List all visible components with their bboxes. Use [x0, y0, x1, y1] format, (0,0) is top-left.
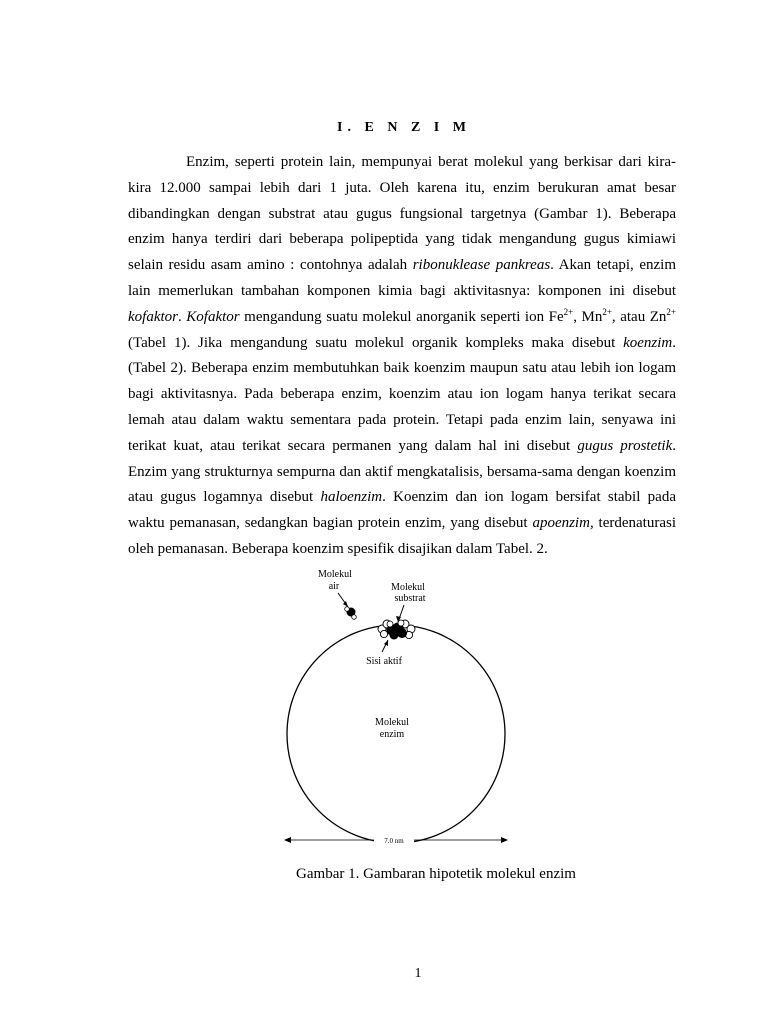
superscript: 2+	[563, 306, 574, 317]
water-label-line2: air	[328, 581, 340, 592]
water-molecule-icon	[345, 607, 357, 620]
body-paragraph	[128, 150, 676, 563]
text-segment: . (Tabel 2). Beberapa enzim membutuhkan baik koenzim maupun satu atau lebih ion logam bagi aktivitasnya. Pada beberapa enzim, koenzim atau ion logam hanya terikat secara lemah atau dalam waktu sementara pada protein. Tetapi pada enzim lain, senyawa ini terikat kuat, atau terikat secara permanen yang dalam hal ini disebut	[128, 334, 676, 454]
scale-bar-left-arrowhead	[284, 837, 291, 843]
scale-bar-right-arrowhead	[501, 837, 508, 843]
active-site-label: Sisi aktif	[366, 656, 402, 667]
italic-term: kofaktor	[128, 308, 178, 325]
superscript: 2+	[602, 306, 612, 317]
text-segment: , atau Zn	[611, 308, 667, 325]
italic-term: ribonuklease pankreas	[412, 257, 551, 274]
substrate-label-line2: substrat	[394, 593, 426, 604]
text-segment: mengandung suatu molekul anorganik seperti ion Fe	[239, 308, 564, 325]
water-label-line1: Molekul	[318, 569, 352, 580]
enzyme-figure	[280, 568, 512, 853]
italic-term: apoenzim	[532, 515, 590, 532]
superscript: 2+	[666, 306, 676, 317]
text-segment: Enzim, seperti protein lain, mempunyai berat molekul yang berkisar dari kira-kira 12.000 sampai lebih dari 1 juta. Oleh karena itu, enzim berukuran amat besar dibandingkan dengan substrat atau gugus fungsional targetnya (Gambar 1). Beberapa enzim hanya terdiri dari beberapa polipeptida yang tidak mengandung gugus kimiawi selain residu asam amino : contohnya adalah	[128, 154, 676, 274]
scale-label: 7.0 nm	[384, 837, 404, 845]
substrate-label-line1: Molekul	[391, 582, 425, 593]
italic-term: haloenzim	[320, 489, 383, 506]
substrate-molecule-icon	[378, 620, 415, 640]
page-number: 1	[414, 966, 422, 981]
enzyme-diagram	[280, 568, 512, 853]
text-segment: . Akan tetapi, enzim lain memerlukan tambahan komponen kimia bagi aktivitasnya: komponen ini disebut	[128, 257, 676, 299]
section-title: I. E N Z I M	[337, 120, 471, 135]
enzyme-label-line1: Molekul	[375, 717, 409, 728]
text-segment: .	[178, 308, 187, 325]
italic-term: Kofaktor	[186, 308, 240, 325]
body-text	[128, 150, 676, 563]
text-segment: , terdenaturasi oleh pemanasan. Beberapa koenzim spesifik disajikan dalam Tabel. 2.	[128, 515, 676, 557]
text-segment: , Mn	[573, 308, 603, 325]
enzyme-label-line2: enzim	[379, 729, 405, 740]
text-segment: . Enzim yang strukturnya sempurna dan aktif mengkatalisis, bersama-sama dengan koenzim atau gugus logamnya disebut	[128, 437, 676, 506]
italic-term: koenzim	[623, 334, 673, 351]
text-segment: (Tabel 1). Jika mengandung suatu molekul organik kompleks maka disebut	[128, 334, 624, 351]
text-segment: . Koenzim dan ion logam bersifat stabil pada waktu pemanasan, sedangkan bagian protein enzim, yang disebut	[128, 489, 677, 532]
italic-term: gugus prostetik	[577, 437, 673, 454]
figure-caption: Gambar 1. Gambaran hipotetik molekul enzim	[296, 866, 576, 882]
